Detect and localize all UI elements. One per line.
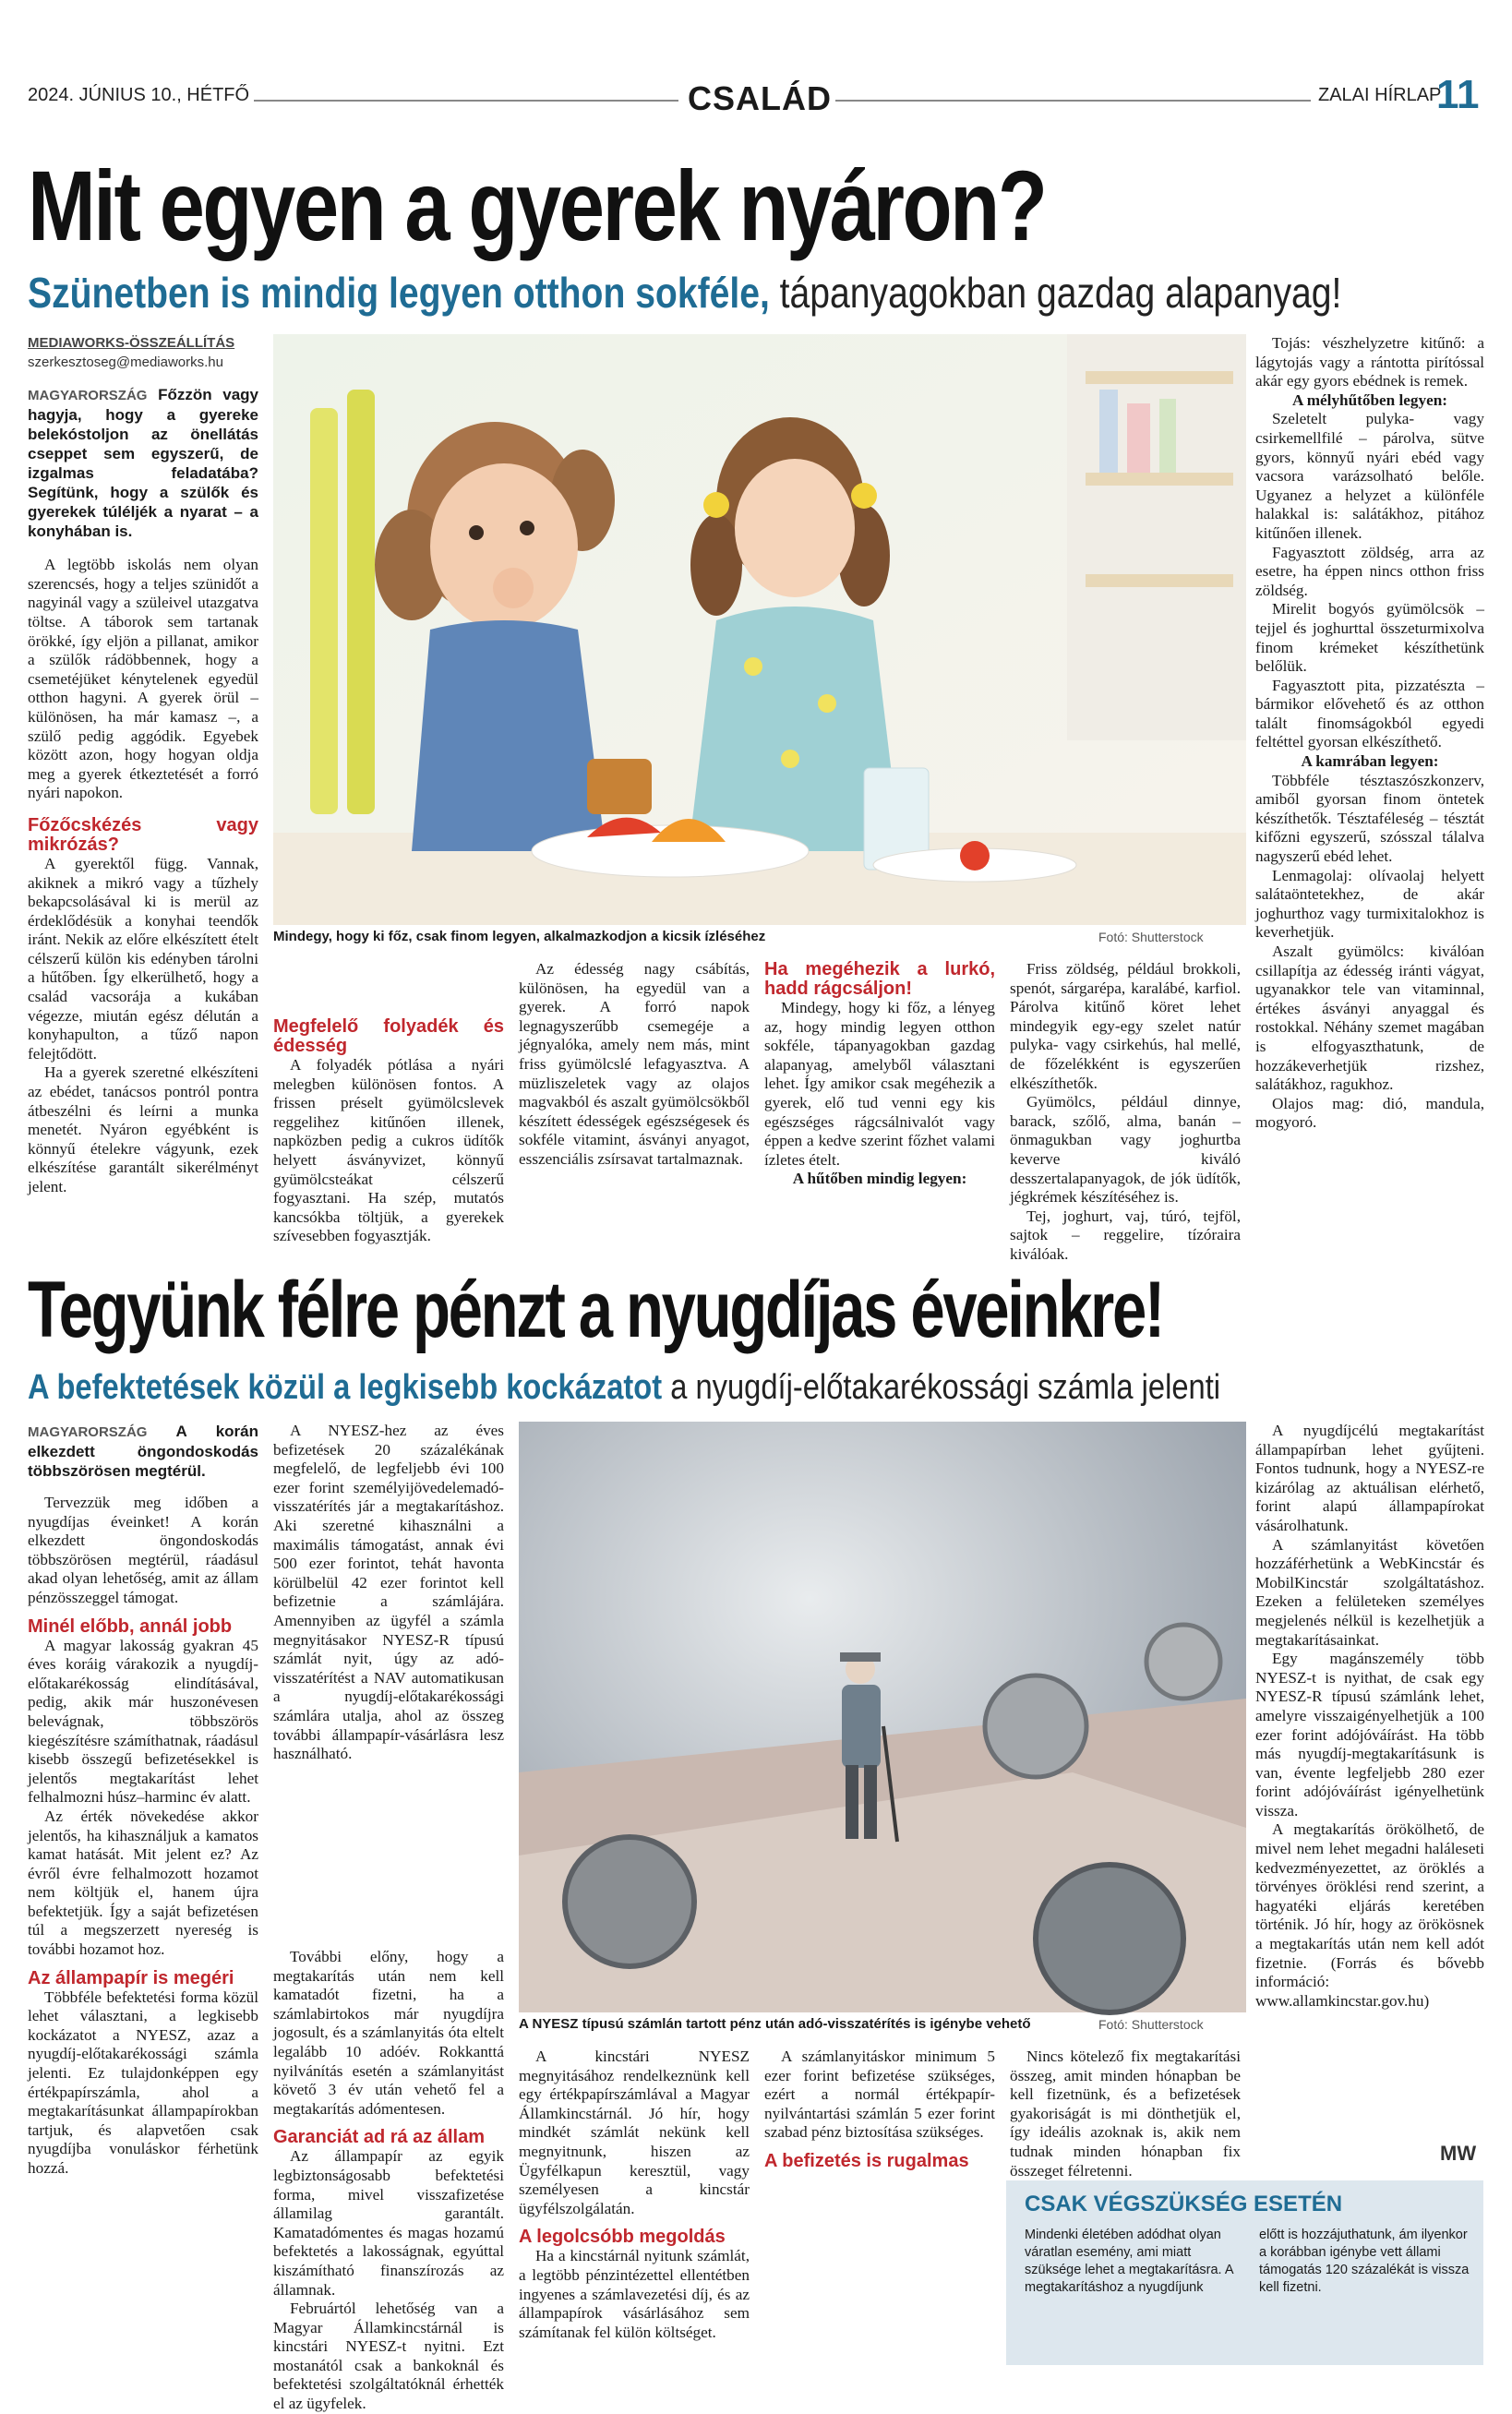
article1-column-3 [519,960,750,1170]
article2-column-1 [28,1422,258,2179]
article2-column-5 [1010,2048,1241,2180]
article2-paragraph: A számlanyitást követően hozzáférhetünk a WebKincstár és MobilKincstár szolgáltatáshoz. Ezeken a felületeken személyes megjelenés nélkül is kezelhetjük a megtakarításainkat. [1255,1535,1484,1649]
article1-paragraph: Olajos mag: dió, mandula, mogyoró. [1255,1094,1484,1132]
article1-lead [28,385,258,541]
header-rule-left [254,100,678,102]
article1-lead-text: Főzzön vagy hagyja, hogy a gyereke belekóstoljon az önellátás cseppet sem egyszerű, de izgalmas feladatába? Segítünk, hogy a szülők és gyerekek túléljék a nyarat – a konyhában is. [28,386,258,541]
article1-kicker: MAGYARORSZÁG [28,388,148,404]
article2-paragraph: Többféle befektetési forma közül lehet választani, a legkisebb kockázatot a NYESZ, azaz a nyugdíj-előtakarékossági számla jelenti. Ez tulajdonképpen egy értékpapírszámla, ahol a megtakarításunkat állampapírokban tartjuk, és alapvetően csak nyugdíjba vonuláskor férhetünk hozzá. [28,1988,258,2177]
info-box-title: CSAK VÉGSZÜKSÉG ESETÉN [1025,2192,1343,2216]
article1-subhead-hungry: Ha megéhezik a lurkó, hadd rágcsáljon! [764,959,995,999]
article2-subhead-guarantee: Garanciát ad rá az állam [273,2127,486,2148]
article1-paragraph: Tej, joghurt, vaj, túró, tejföl, sajtok – reggelire, tízóraira kiválóak. [1010,1207,1241,1263]
article1-paragraph: Tojás: vészhelyzetre kitűnő: a lágytojás vagy a rántotta pirítóssal akár egy gyors ebédnek is remek. [1255,334,1484,390]
article1-paragraph: Mirelit bogyós gyümölcsök – tejjel és joghurttal összeturmixolva finom krémeket készíthetünk belőlük. [1255,600,1484,676]
article1-fridge-label: A hűtőben mindig legyen: [792,1170,967,1188]
article2-paragraph: A nyugdíjcélú megtakarítást állampapírban lehet gyűjteni. Fontos tudnunk, hogy a NYESZ-re kizárólag az aktuálisan elérhető, forint alapú állampapírokat vásárolhatunk. [1255,1422,1484,1534]
article1-paragraph: A gyerektől függ. Vannak, akiknek a mikró vagy a tűzhely bekapcsolásával ki is merül az érdeklődésük a konyhai teendők iránt. Nekik az előre elkészített ételt célszerű külön kis edényben tárolni a hűtőben. Így elkerülhető, hogy a család vacsorája a kukában végezze, miután egész délután a konyhapulton, a tűző napon felejtődött. [28,854,258,1063]
article2-paragraph: A számlanyitáskor minimum 5 ezer forint befizetése szükséges, ezért a normál értékpapír-nyilvántartási számlán 5 ezer forint szabad pénz biztosítása szükséges. [764,2048,995,2142]
article2-column-6 [1255,1422,1484,2011]
issue-date: 2024. JÚNIUS 10., HÉTFŐ [28,85,250,105]
article2-column-4 [764,2048,995,2171]
children-eating-illustration [273,334,1246,925]
article2-subtitle [28,1368,1220,1408]
article2-paragraph: Egy magánszemély több NYESZ-t is nyithat, de csak egy NYESZ-R típusú számlánk lehet, amelyre visszaigényelhetjük a 100 ezer forint adójóváírást. Ha több más nyugdíj-megtakarításunk is van, évente legfeljebb 280 ezer forint adójóváírást igényelhetünk vissza. [1255,1650,1484,1820]
article2-paragraph: A megtakarítás örökölhető, de mivel nem lehet megadni haláleseti kedvezményezettet, az öröklés a törvényes öröklési rend szerint, a hagyatéki eljárás keretében történik. Jó hír, hogy az örökösnek a megtakarítás után nem kell adót fizetnie. (Forrás és bővebb információ: www.allamkincstar.gov.hu) [1255,1820,1484,2010]
article2-column-3 [519,2048,750,2342]
article2-paragraph: Februártól lehetőség van a Magyar Államkincstárnál is kincstári NYESZ-t nyitni. Ezt mostanától csak a bankoknál és befektetési szolgáltatóknál érhették el az ügyfelek. [273,2300,504,2413]
article1-freezer-label: A mélyhűtőben legyen: [1291,390,1448,409]
article2-headline: Tegyünk félre pénzt a nyugdíjas éveinkre! [28,1266,1163,1354]
newspaper-name: ZALAI HÍRLAP [1318,85,1442,105]
article1-subhead-fluid: Megfelelő folyadék és édesség [273,1016,504,1056]
article2-subhead-cheap: A legolcsóbb megoldás [519,2227,726,2248]
article2-column-2 [273,1422,504,1764]
article1-paragraph: Aszalt gyümölcs: kiválóan csillapítja az édesség iránti vágyat, ugyanakkor tele van vitaminnal, értékes ásványi anyaggal és rostokkal. Néhány szemet magában is elfogyaszthatunk, de hozzákeverhetjük rizshez, salátákhoz, ragukhoz. [1255,943,1484,1094]
article2-paragraph: További előny, hogy a megtakarítás után nem kell kamatadót fizetni, ha a számlabirtokos már nyugdíjra jogosult, és a számlanyitás óta eltelt legalább 10 adóév. Rokkanttá nyilvánítás esetén a számlanyitást követő 3 év után vehető fel a megtakarítás adómentesen. [273,1948,504,2118]
article1-paragraph: Fagyasztott zöldség, arra az esetre, ha éppen nincs otthon friss zöldség. [1255,543,1484,599]
article2-paragraph: Tervezzük meg időben a nyugdíjas éveinket! A korán elkezdett öngondoskodás többszörösen megtérül, ráadásul akad olyan lehetőség, amit az állam pénzösszeggel támogat. [28,1494,258,1606]
article1-column-1 [28,334,258,1197]
article1-paragraph: Ha a gyerek szeretné elkészíteni az ebédet, tanácsos pontról pontra átbeszélni és leírni a munka menetét. Nyáron egyébként is könnyű ételekre vágyunk, ezek elkészítése garantált sikerélményt jelent. [28,1063,258,1195]
photo2-credit: Fotó: Shutterstock [1098,2017,1204,2032]
article1-paragraph: Többféle tésztaszószkonzerv, amiből gyorsan finom öntetek készíthetők. Tésztaféleség – tésztát kifőzni egyszerű, szósszal tálalva nagyszerű ebéd lehet. [1255,771,1484,866]
article2-paragraph: Ha a kincstárnál nyitunk számlát, a legtöbb pénzintézettel ellentétben ingyenes a számlavezetési díj, és az állampapírok vásárlásához sem számítanak fel külön költséget. [519,2247,750,2341]
article1-paragraph: Szeletelt pulyka- vagy csirkemellfilé – párolva, sütve gyors, könnyű nyári ebéd vagy vacsora varázsolható belőle. Ugyanez a helyzet a különféle halakkal is: salátákhoz, pitához kitűnően illenek. [1255,410,1484,542]
article1-subtitle [28,268,1341,318]
article2-lead-text: A korán elkezdett öngondoskodás többszörösen megtérül. [28,1423,258,1480]
article1-column-6 [1255,334,1484,1133]
page-number: 11 [1436,72,1480,117]
article2-subtitle-bold: A befektetések közül a legkisebb kockázatot [28,1368,663,1407]
article2-paragraph: Az állampapír az egyik legbiztonságosabb befektetési forma, mivel visszafizetése államilag garantált. Kamatadómentes és magas hozamú befektetés a lakosságnak, egyúttal kiszámítható finanszírozás az államnak. [273,2147,504,2299]
article2-subhead-bond: Az állampapír is megéri [28,1967,234,1988]
children-eating-photo [273,334,1246,925]
article1-paragraph: Mindegy, hogy ki főz, a lényeg az, hogy mindig legyen otthon sokféle, tápanyagokban gazdag alapanyag, amelyből választani lehet. Így amikor csak megéhezik a gyerek, elő tud venni egy kis egészséges rágcsálnivalót vagy éppen a kedve szerint főzhet valami ízletes ételt. [764,999,995,1169]
article2-kicker: MAGYARORSZÁG [28,1424,148,1440]
article2-paragraph: A kincstári NYESZ megnyitásához rendelkeznünk kell egy értékpapírszámlával a Magyar Államkincstárnál. Jó hír, hogy mindkét számlát nekünk kell megnyitnunk, hiszen az Ügyfélkapun keresztül, vagy személyesen a kincstár ügyfélszolgálatán. [519,2048,750,2217]
article1-paragraph: Fagyasztott pita, pizzatészta – bármikor elővehető és az otthon talált finomságokból egyedi feltéttel gyorsan elkészíthető. [1255,676,1484,751]
author-signature: MW [1440,2142,1477,2165]
article1-column-4 [764,960,995,1189]
article1-paragraph: A legtöbb iskolás nem olyan szerencsés, hogy a teljes szünidőt a nagyinál vagy a szüleivel utazgatva töltse. A táborok sem tartanak örökké, így eljön a pillanat, amikor a szülők rádöbbennek, hogy a csemetéjüket kénytelenek egyedül otthon hagyni. A gyerek örül – különösen, ha már kamasz –, a szülő pedig aggódik. Egyebek között azon, hogy hogyan oldja meg a gyerek étkeztetését a forró nyári napokon. [28,556,258,802]
section-title: CSALÁD [688,79,832,117]
article1-email: szerkesztoseg@mediaworks.hu [28,354,223,370]
article1-headline: Mit egyen a gyerek nyáron? [28,150,1046,261]
article1-pantry-label: A kamrában legyen: [1301,752,1439,771]
article1-subtitle-bold: Szünetben is mindig legyen otthon sokféle, [28,269,770,317]
article2-column-2b [273,1948,504,2414]
info-box-text-left: Mindenki életében adódhat olyan váratlan esemény, ami miatt szüksége lehet a megtakarításra. A megtakarításhoz a nyugdíjunk [1025,2228,1233,2295]
article1-column-5 [1010,960,1241,1265]
photo1-caption: Mindegy, hogy ki főz, csak finom legyen, alkalmazkodjon a kicsik ízléséhez [273,929,766,944]
header-rule-right [835,100,1311,102]
article1-subhead-cooking: Főzőcskézés vagy mikrózás? [28,814,258,855]
photo2-caption: A NYESZ típusú számlán tartott pénz után adó-visszatérítés is igénybe vehető [519,2016,1031,2032]
article1-paragraph: A folyadék pótlása a nyári melegben különösen fontos. A frissen préselt gyümölcslevek reggelihez kitűnően illenek, napközben pedig a cukros üdítők helyett ásványvizet, könnyű gyümölcsteákat célszerű fogyasztani. Ha szép, mutatós kancsókba töltjük, a gyerekek szívesebben fogyasztják. [273,1056,504,1245]
article1-paragraph: Friss zöldség, például brokkoli, spenót, sárgarépa, karalábé, karfiol. Párolva kitűnő köret lehet mindegyik egy-egy szelet natúr pulyka- vagy csirkehús, hal mellé, de főzelékként is egyszerűen elkészíthetők. [1010,960,1241,1092]
article2-paragraph: Az érték növekedése akkor jelentős, ha kihasználjuk a kamatos kamat hatását. Mit jelent ez? Az évről évre felhalmozott hozamot nem költjük el, hanem újra befektetjük. Így a saját befizetésen túl a megszerzett nyereség is további hozamot hoz. [28,1807,258,1959]
article1-paragraph: Az édesség nagy csábítás, különösen, ha egyedül van a gyerek. A forró napok legnagyszerűbb csemegéje a jégnyalóka, amely nem más, mint friss gyümölcslé lefagyasztva. A müzliszeletek vagy az olajos magvakból és aszalt gyümölcsökből készített édességek egészségesek és sokféle vitamint, ásványi anyagot, esszenciális zsírsavat tartalmaznak. [519,960,750,1168]
article2-subtitle-rest: a nyugdíj-előtakarékossági számla jelenti [670,1368,1221,1407]
money-pensioner-illustration [519,1422,1246,2012]
article2-paragraph: A NYESZ-hez az éves befizetések 20 százalékának megfelelő, de legfeljebb évi 100 ezer forint személyijövedelemadó-visszatérítés jár a megtakarításhoz. Aki szeretné kihasználni a maximális támogatást, annak évi 500 ezer forintot, tehát havonta körülbelül 42 ezer forintot kell befizetnie a számlájára. Amennyiben az ügyfél a számla megnyitásakor NYESZ-R típusú számlát nyit, úgy az adó-visszatérítést a NAV automatikusan a nyugdíj-előtakarékossági számlára utalja, ahol az összeg további állampapír-vásárlásra lesz használható. [273,1422,504,1763]
article1-subtitle-rest: tápanyagokban gazdag alapanyag! [779,269,1342,317]
article2-subhead-flex: A befizetés is rugalmas [764,2150,969,2171]
article1-column-2 [273,960,504,1246]
article1-paragraph: Lenmagolaj: olívaolaj helyett salátaöntetekhez, de akár joghurthoz vagy turmixitalokhoz is keverhetjük. [1255,866,1484,942]
money-pensioner-photo [519,1422,1246,2012]
article1-paragraph: Gyümölcs, például dinnye, barack, szőlő, alma, banán – önmagukban vagy joghurtba keverve kiváló desszertalapanyagok, de jók üdítők, jégkrémek készítéséhez is. [1010,1093,1241,1207]
article2-lead [28,1422,258,1481]
photo1-credit: Fotó: Shutterstock [1098,930,1204,944]
article2-paragraph: A magyar lakosság gyakran 45 éves koráig várakozik a nyugdíj-előtakarékosság elindításával, pedig, akik már huszonévesen belevágnak, többszörös kiegészítésre számíthatnak, ráadásul kisebb összegű befizetésekkel is jelentős megtakarítást lehet felhalmozni húsz–harminc év alatt. [28,1636,258,1807]
info-box-text-right: előtt is hozzájuthatunk, ám ilyenkor a korábban igénybe vett állami támogatás 120 százalékát is vissza kell fizetni. [1259,2228,1470,2295]
article2-paragraph: Nincs kötelező fix megtakarítási összeg, amit minden hónapban be kell fizetnünk, és a befizetések gyakoriságát is mi dönthetjük el, így ideális azoknak is, akik nem tudnak minden hónapban fix összeget félretenni. [1010,2048,1241,2180]
article2-subhead-early: Minél előbb, annál jobb [28,1615,233,1637]
article1-byline: MEDIAWORKS-ÖSSZEÁLLÍTÁS [28,335,235,351]
